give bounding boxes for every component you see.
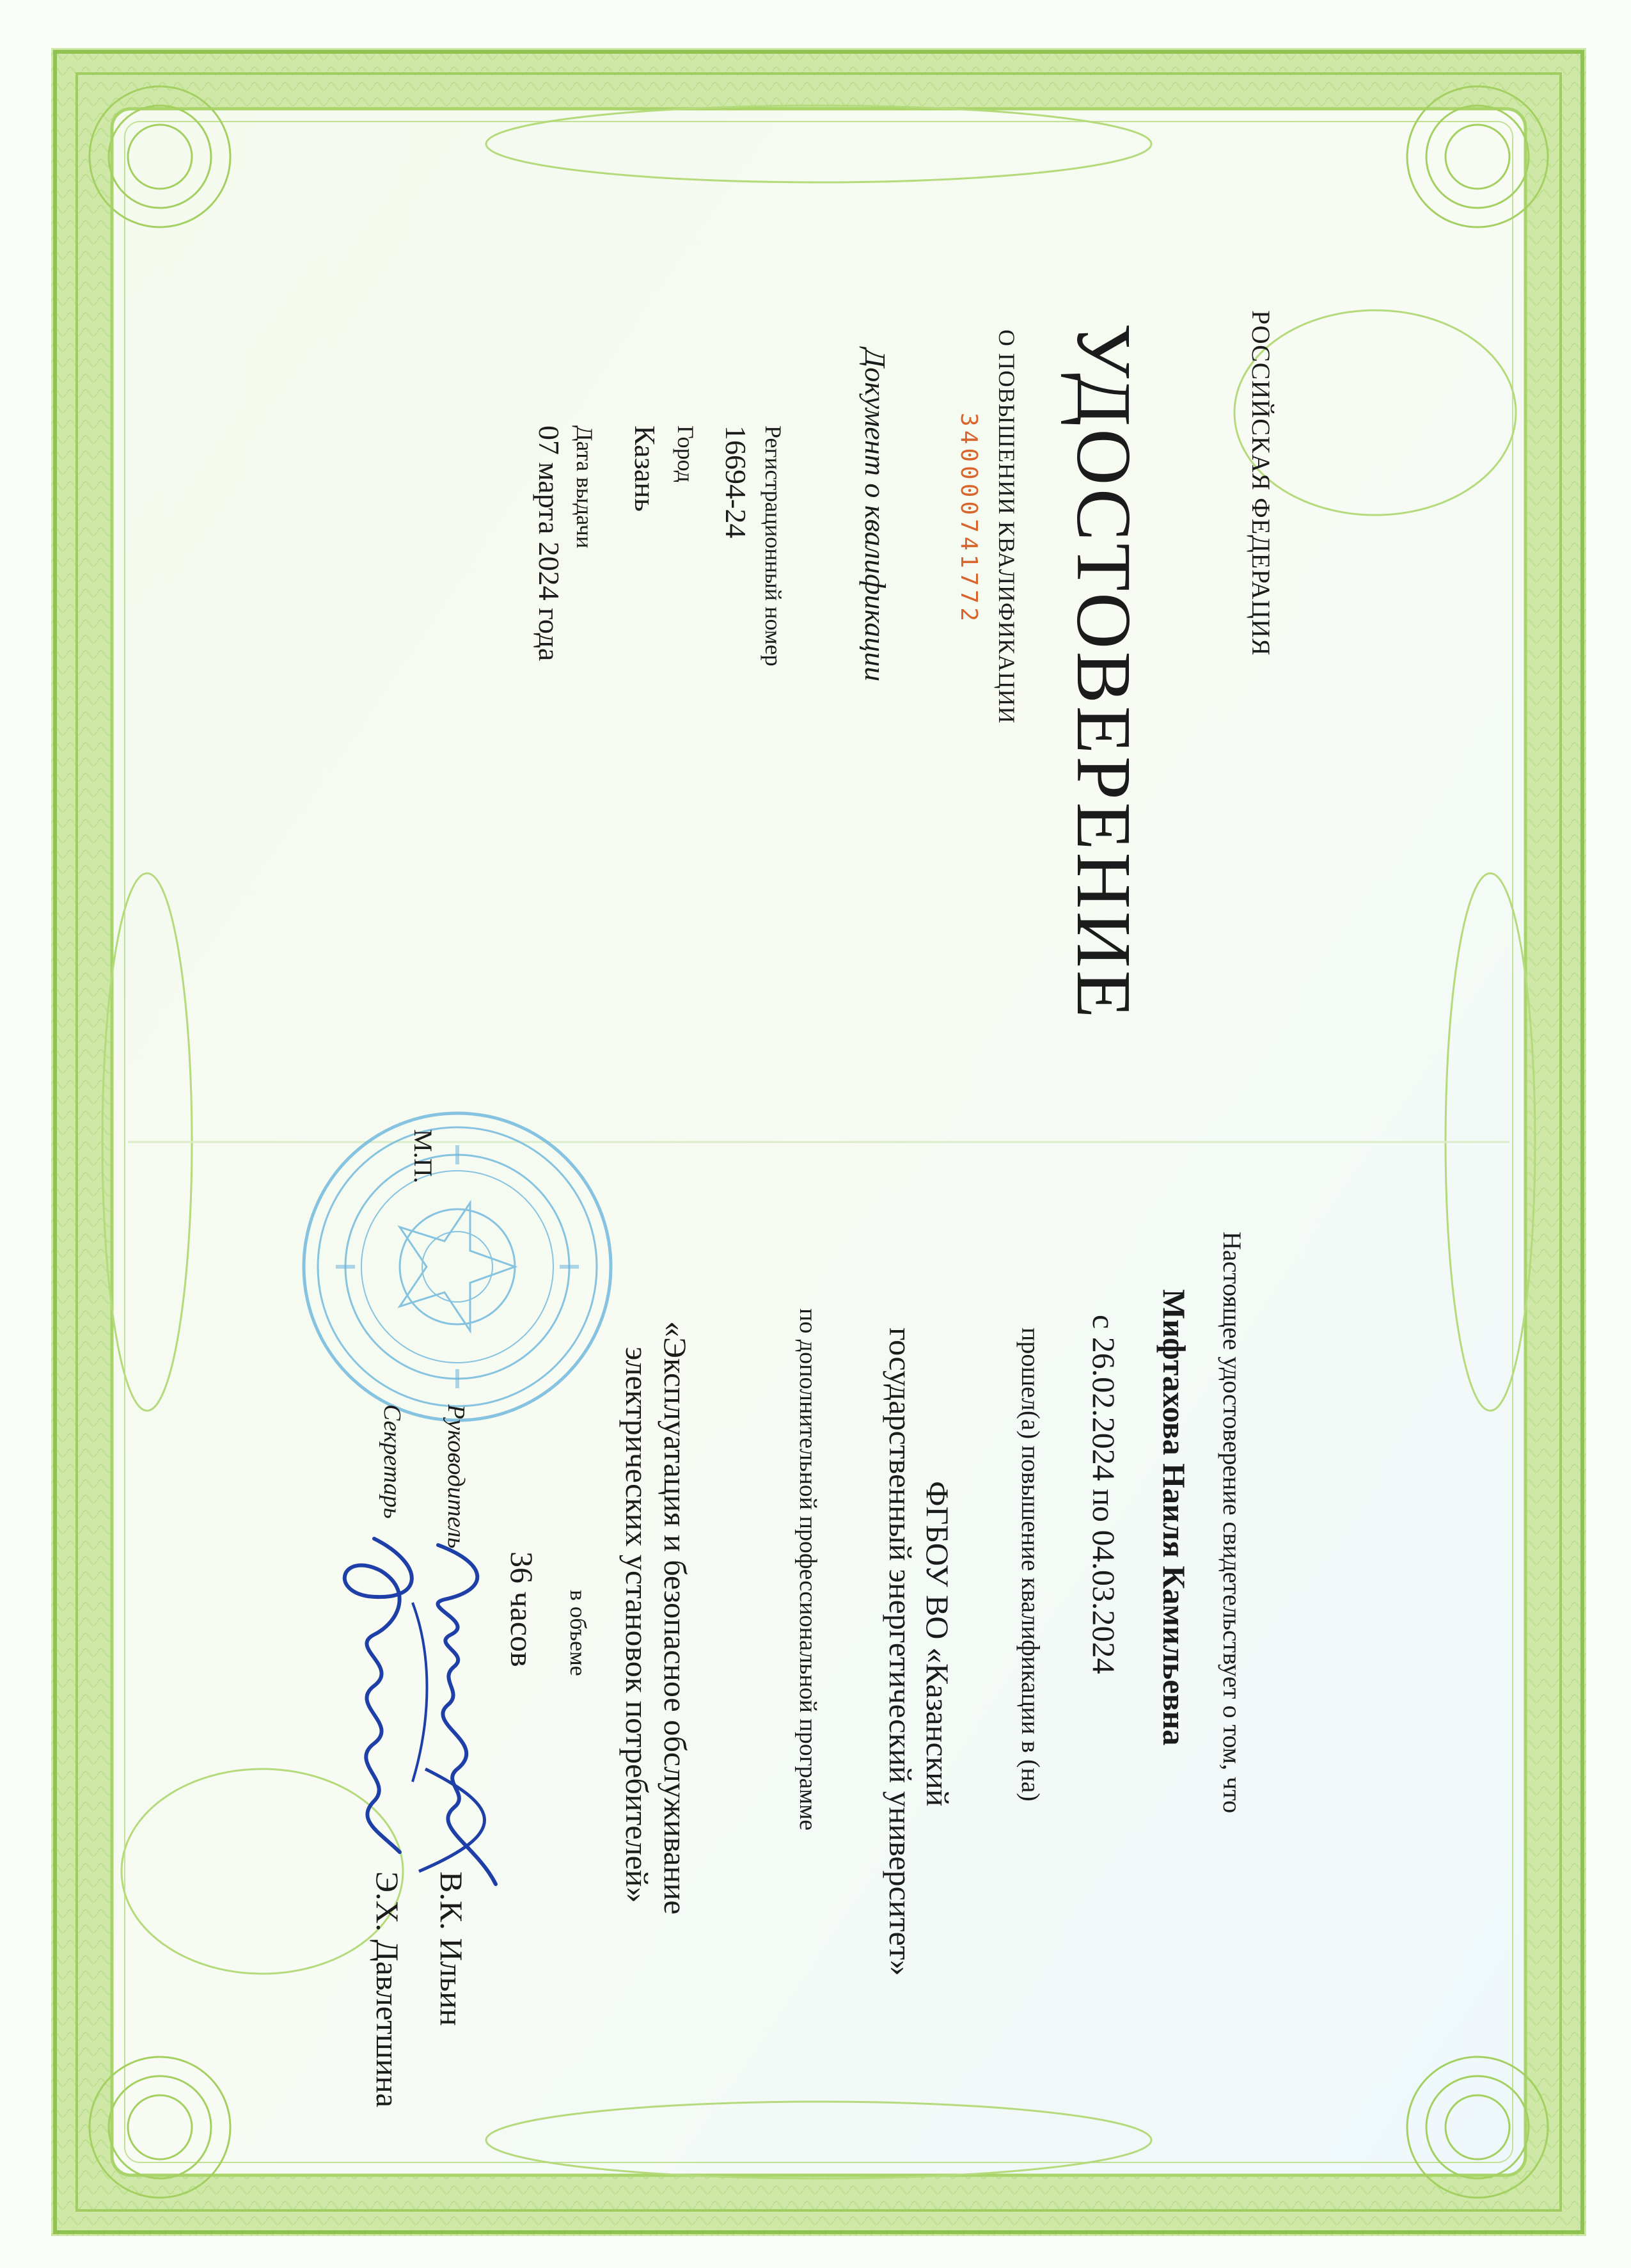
certifies-text: Настоящее удостоверение свидетельствует о том, что: [1218, 1232, 1247, 1814]
city-value: Казань: [629, 425, 661, 512]
document-type: Документ о квалификации: [859, 349, 892, 682]
registration-label: Регистрационный номер: [760, 425, 786, 667]
secretary-label: Секретарь: [379, 1404, 406, 1519]
issue-date-label: Дата выдачи: [572, 425, 597, 549]
document-title: УДОСТОВЕРЕНИЕ: [1060, 323, 1147, 1021]
volume-value: 36 часов: [504, 1551, 540, 1667]
training-period: с 26.02.2024 по 04.03.2024: [1086, 1315, 1122, 1674]
certificate-content: [144, 118, 1487, 2166]
serial-number: 340000741772: [956, 413, 982, 626]
program-title-line-2: электрических установок потребителей»: [619, 1347, 655, 1903]
head-label: Руководитель: [443, 1404, 469, 1549]
holder-name: Мифтахова Наиля Камильевна: [1156, 1289, 1192, 1746]
secretary-name: Э.Х. Давлетшина: [370, 1871, 406, 2108]
country-name: РОССИЙСКАЯ ФЕДЕРАЦИЯ: [1247, 310, 1275, 656]
volume-label: в объеме: [565, 1590, 591, 1676]
issue-date-value: 07 марта 2024 года: [533, 425, 565, 662]
passed-text: прошел(а) повышение квалификации в (на): [1016, 1328, 1045, 1802]
official-seal-icon: [297, 1107, 617, 1427]
document-subtitle: О ПОВЫШЕНИИ КВАЛИФИКАЦИИ: [994, 329, 1020, 724]
registration-number: 16694-24: [720, 425, 752, 539]
program-intro: по дополнительной профессиональной программе: [794, 1308, 821, 1831]
city-label: Город: [673, 425, 698, 482]
stamp-label: М.П.: [409, 1129, 437, 1184]
organization-line-1: ФГБОУ ВО «Казанский: [920, 1481, 956, 1807]
organization-line-2: государственный энергетический университет»: [883, 1328, 918, 1976]
secretary-signature-icon: [323, 1526, 438, 1859]
head-name: В.К. Ильин: [434, 1871, 469, 2026]
program-title-line-1: «Эксплуатация и безопасное обслуживание: [658, 1321, 693, 1915]
